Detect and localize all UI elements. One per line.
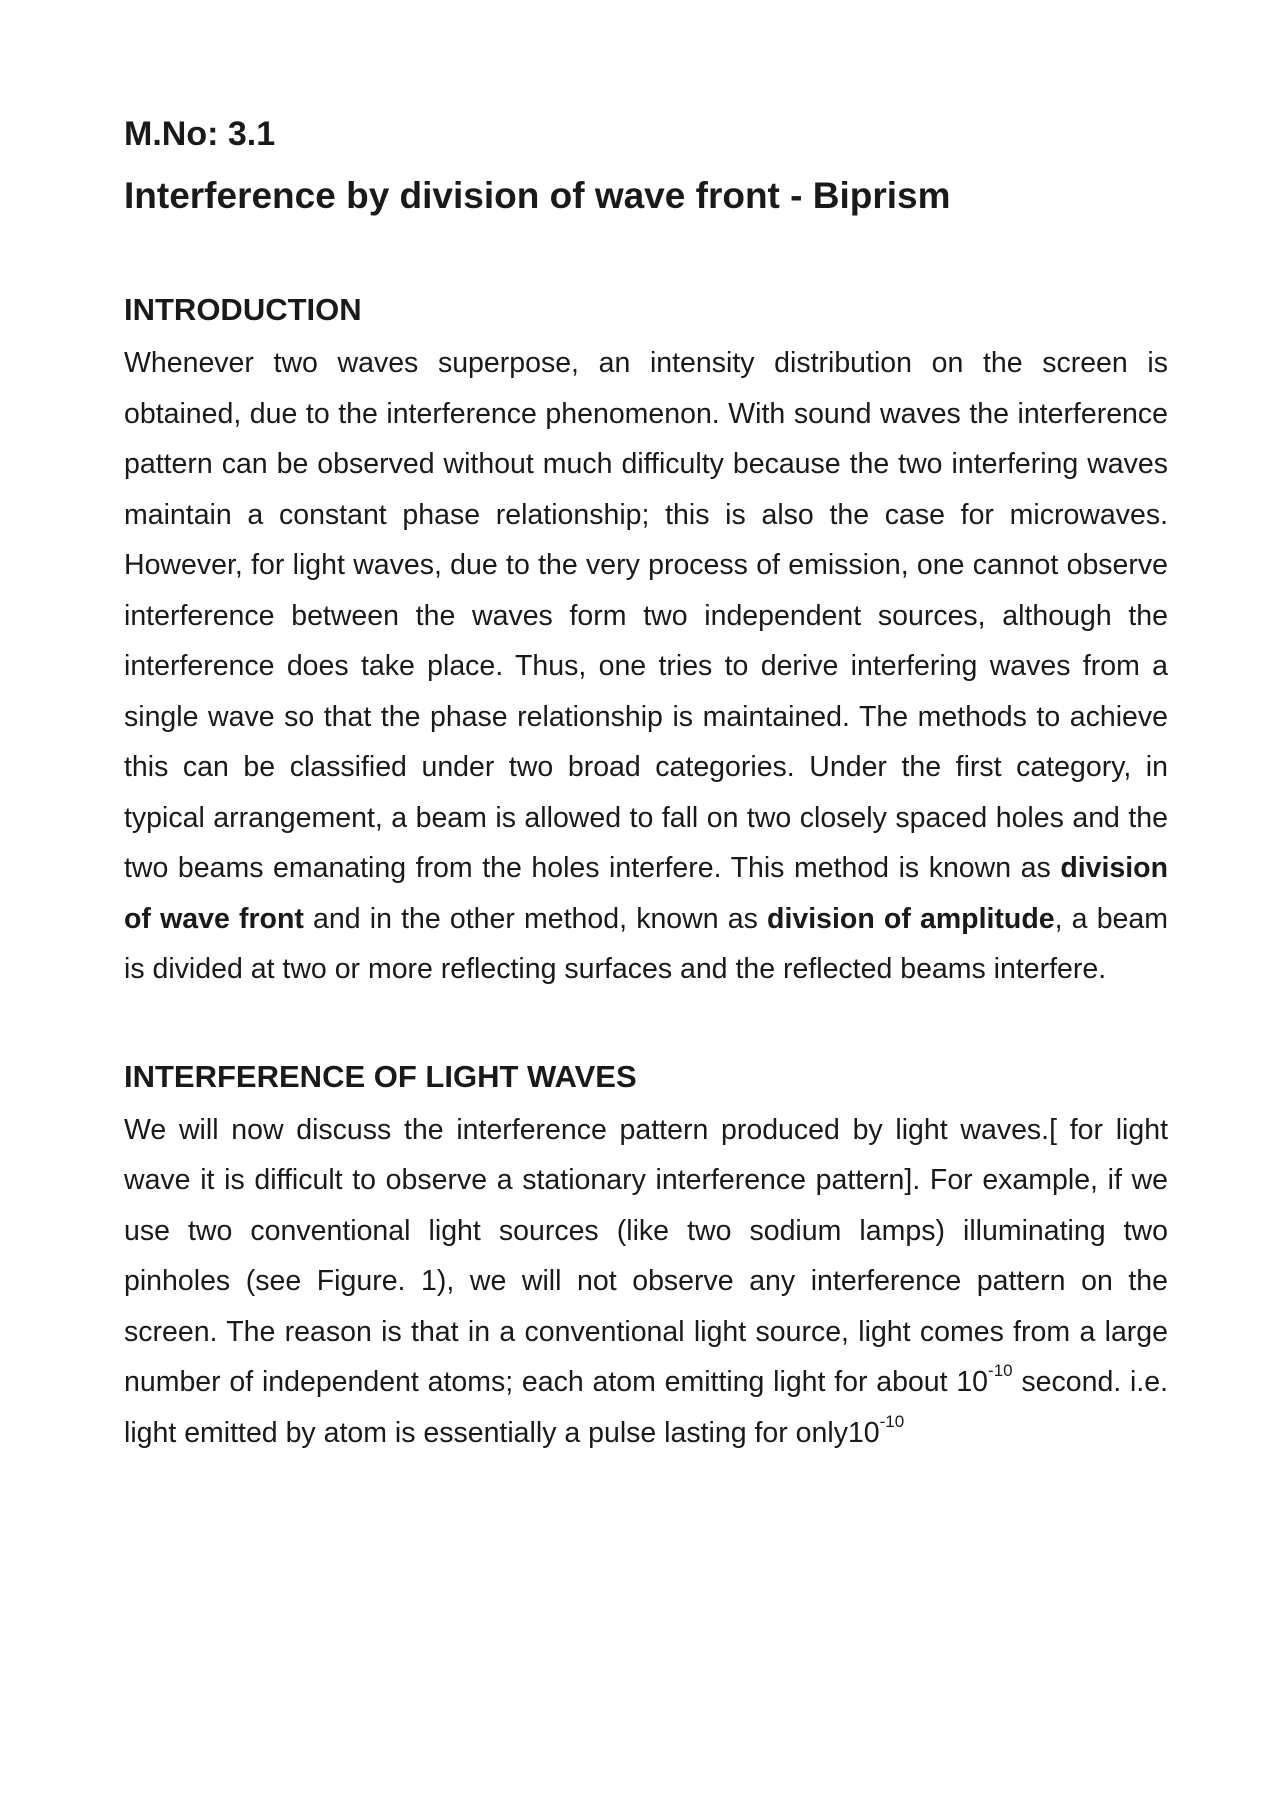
ilw-text-1: We will now discuss the interference pattern produced by light waves.[ for light wave it is difficult to observe a stationary interference pattern]. For example, if we use two conventional light sources (like two sodium lamps) illuminating two pinholes (see Figure. 1), we will not observe any interference pattern on the screen. The reason is that in a conventional light source, light comes from a large number of independent atoms; each atom emitting light for about 10 xyxy=(124,1113,1168,1398)
interference-light-waves-heading: INTERFERENCE OF LIGHT WAVES xyxy=(124,1058,637,1094)
page-title: Interference by division of wave front - Biprism xyxy=(124,175,951,216)
module-number: M.No: 3.1 xyxy=(124,115,276,153)
intro-text-1: Whenever two waves superpose, an intensity distribution on the screen is obtained, due to the interference phenomenon. With sound waves the interference pattern can be observed without much difficulty because the two interfering waves maintain a constant phase relationship; this is also the case for microwaves. However, for light waves, due to the very process of emission, one cannot observe interference between the waves form two independent sources, although the interference does take place. Thus, one tries to derive interfering waves from a single wave so that the phase relationship is maintained. The methods to achieve this can be classified under two broad categories. Under the first category, in typical arrangement, a beam is allowed to fall on two closely spaced holes and the two beams emanating from the holes interfere. This method is known as xyxy=(124,347,1168,884)
intro-text-3: , a beam is divided at two or more reflecting surfaces and the reflected beams interfere. xyxy=(124,902,1168,985)
intro-bold-wave-front: division of wave front xyxy=(124,852,1168,935)
introduction-paragraph xyxy=(124,338,1168,995)
document-page xyxy=(124,110,1168,1458)
ilw-exponent-1: -10 xyxy=(988,1361,1013,1380)
introduction-heading: INTRODUCTION xyxy=(124,292,362,327)
intro-bold-amplitude: division of amplitude xyxy=(767,902,1055,935)
ilw-exponent-2: -10 xyxy=(879,1411,905,1431)
interference-light-waves-paragraph xyxy=(124,1105,1168,1459)
ilw-text-2: second. i.e. light emitted by atom is essentially a pulse lasting for only10 xyxy=(124,1366,1169,1449)
intro-text-2: and in the other method, known as xyxy=(303,902,768,935)
